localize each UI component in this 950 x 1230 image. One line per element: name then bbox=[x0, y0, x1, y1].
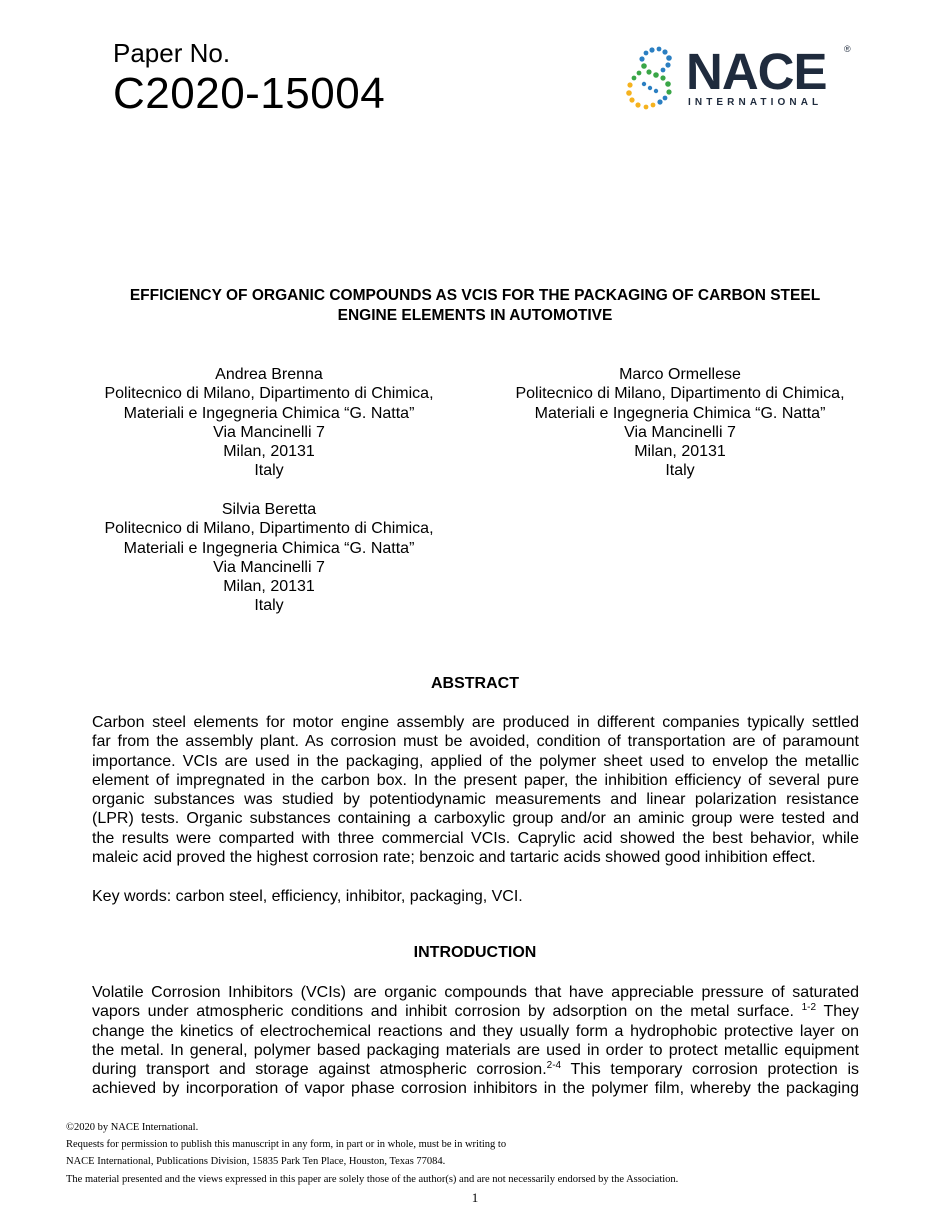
abstract-line: the results were comparted with three commercial VCIs. Caprylic acid showed the best behavior, while bbox=[92, 829, 859, 847]
author-city: Milan, 20131 bbox=[223, 443, 315, 461]
author-street: Via Mancinelli 7 bbox=[213, 423, 325, 441]
author-affiliation-2: Materiali e Ingegneria Chimica “G. Natta” bbox=[123, 404, 415, 422]
abstract-line: importance. VCIs are used in the packaging, applied of the polymer sheet used to envelop the metallic bbox=[92, 752, 859, 770]
intro-line-text: This temporary corrosion protection is bbox=[570, 1061, 860, 1079]
logo-subtext: INTERNATIONAL bbox=[688, 97, 823, 108]
author-affiliation-1: Politecnico di Milano, Dipartimento di Chimica, bbox=[104, 520, 434, 538]
introduction-text bbox=[92, 983, 859, 1099]
author-city: Milan, 20131 bbox=[634, 443, 726, 461]
abstract-line: far from the assembly plant. As corrosion must be avoided, condition of transportation are of paramount bbox=[92, 733, 859, 751]
paper-title bbox=[60, 286, 890, 326]
reference-superscript: 2-4 bbox=[546, 1060, 562, 1072]
intro-line: Volatile Corrosion Inhibitors (VCIs) are organic compounds that have appreciable pressure of saturated bbox=[92, 984, 859, 1001]
author-city: Milan, 20131 bbox=[223, 578, 315, 596]
copyright-notice: ©2020 by NACE International. bbox=[66, 1122, 199, 1133]
intro-line-text: during transport and storage against atmospheric corrosion. bbox=[92, 1061, 547, 1079]
registered-mark: ® bbox=[844, 44, 851, 54]
author-street: Via Mancinelli 7 bbox=[213, 558, 325, 576]
nace-molecule-icon bbox=[622, 44, 684, 110]
title-line-1: EFFICIENCY OF ORGANIC COMPOUNDS AS VCIS FOR THE PACKAGING OF CARBON STEEL bbox=[129, 287, 821, 304]
permission-notice-2: NACE International, Publications Division, 15835 Park Ten Place, Houston, Texas 77084. bbox=[66, 1156, 446, 1168]
reference-superscript: 1-2 bbox=[801, 1002, 817, 1014]
author-country: Italy bbox=[254, 462, 284, 480]
permission-notice-1: Requests for permission to publish this manuscript in any form, in part or in whole, must be in writing to bbox=[66, 1139, 507, 1151]
author-country: Italy bbox=[254, 597, 284, 615]
nace-logo bbox=[622, 44, 854, 114]
page-footer bbox=[66, 1119, 678, 1188]
abstract-line: (LPR) tests. Organic substances containing a carboxylic group and/or an aminic group were tested and bbox=[92, 810, 859, 828]
paper-label: Paper No. bbox=[113, 38, 231, 68]
author-name: Andrea Brenna bbox=[215, 366, 323, 383]
abstract-line: maleic acid proved the highest corrosion rate; benzoic and tartaric acids showed good inhibition effect. bbox=[92, 849, 816, 867]
author-affiliation-1: Politecnico di Milano, Dipartimento di Chimica, bbox=[104, 385, 434, 403]
title-line-2: ENGINE ELEMENTS IN AUTOMOTIVE bbox=[337, 307, 613, 324]
introduction-heading: INTRODUCTION bbox=[413, 944, 537, 961]
intro-line: achieved by incorporation of vapor phase corrosion inhibitors in the polymer film, whereby the packaging bbox=[92, 1080, 859, 1098]
abstract-line: element of impregnated in the carbon box. In the present paper, the inhibition efficiency of several pure bbox=[92, 771, 859, 789]
intro-line: the metal. In general, polymer based packaging materials are used in order to protect metallic equipment bbox=[92, 1041, 859, 1059]
logo-wordmark: NACE bbox=[686, 43, 827, 100]
author-block-2 bbox=[479, 365, 881, 481]
abstract-line: organic substances was studied by potentiodynamic measurements and linear polarization resistance bbox=[92, 791, 859, 809]
author-name: Silvia Beretta bbox=[221, 501, 317, 518]
keywords: Key words: carbon steel, efficiency, inhibitor, packaging, VCI. bbox=[92, 888, 523, 905]
author-affiliation-2: Materiali e Ingegneria Chimica “G. Natta” bbox=[123, 539, 415, 557]
author-block-3 bbox=[68, 500, 470, 616]
abstract-heading: ABSTRACT bbox=[431, 675, 519, 692]
intro-line-text: vapors under atmospheric conditions and inhibit corrosion by adsorption on the metal surface. bbox=[92, 1003, 794, 1021]
abstract-text bbox=[92, 713, 859, 867]
intro-line bbox=[92, 1002, 859, 1021]
author-name: Marco Ormellese bbox=[619, 366, 741, 383]
paper-number-block bbox=[113, 40, 385, 116]
author-block-1 bbox=[68, 365, 470, 481]
intro-line: change the kinetics of electrochemical reactions and they usually form a hydrophobic protective layer on bbox=[92, 1022, 859, 1040]
author-affiliation-1: Politecnico di Milano, Dipartimento di Chimica, bbox=[515, 385, 845, 403]
abstract-line: Carbon steel elements for motor engine assembly are produced in different companies typically settled bbox=[92, 714, 859, 731]
intro-line-text: They bbox=[823, 1003, 860, 1021]
author-street: Via Mancinelli 7 bbox=[624, 423, 736, 441]
author-affiliation-2: Materiali e Ingegneria Chimica “G. Natta” bbox=[534, 404, 826, 422]
author-country: Italy bbox=[665, 462, 695, 480]
disclaimer: The material presented and the views expressed in this paper are solely those of the author(s) and are not necessarily endorsed by the Association. bbox=[66, 1173, 679, 1185]
intro-line bbox=[92, 1060, 859, 1079]
page-number: 1 bbox=[471, 1190, 479, 1205]
paper-number: C2020-15004 bbox=[113, 69, 386, 118]
